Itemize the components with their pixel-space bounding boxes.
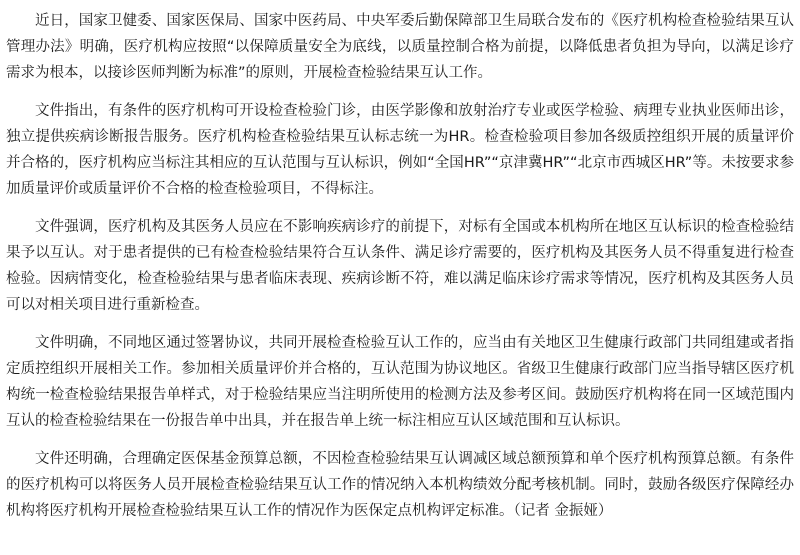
paragraph-hr-mark: 文件指出，有条件的医疗机构可开设检查检验门诊，由医学影像和放射治疗专业或医学检验、病理专业执业医师出诊，独立提供疾病诊断报告服务。医疗机构检查检验结果互认标志统一为HR。检查检验项目参加各级质控组织开展的质量评价并合格的，医疗机构应当标注其相应的互认范围与互认标识，例如“全国HR”“京津冀HR”“北京市西城区HR”等。未按要求参加质量评价或质量评价不合格的检查检验项目，不得标注。 — [6, 103, 794, 197]
paragraph-insurance-budget: 文件还明确，合理确定医保基金预算总额，不因检查检验结果互认调减区域总额预算和单个医疗机构预算总额。有条件的医疗机构可以将医务人员开展检查检验结果互认工作的情况纳入本机构绩效分配考核机制。同时，鼓励各级医疗保障经办机构将医疗机构开展检查检验结果互认工作的情况作为医保定点机构评定标准。（记者 金振娅） — [6, 451, 794, 519]
paragraph-regional-agreement: 文件明确，不同地区通过签署协议，共同开展检查检验互认工作的，应当由有关地区卫生健康行政部门共同组建或者指定质控组织开展相关工作。参加相关质量评价并合格的，互认范围为协议地区。省级卫生健康行政部门应当指导辖区医疗机构统一检查检验结果报告单样式，对于检验结果应当注明所使用的检测方法及参考区间。鼓励医疗机构将在同一区域范围内互认的检查检验结果在一份报告单中出具，并在报告单上统一标注相应互认区域范围和互认标识。 — [6, 335, 794, 429]
paragraph-mutual-recognition: 文件强调，医疗机构及其医务人员应在不影响疾病诊疗的前提下，对标有全国或本机构所在地区互认标识的检查检验结果予以互认。对于患者提供的已有检查检验结果符合互认条件、满足诊疗需要的，医疗机构及其医务人员不得重复进行检查检验。因病情变化，检查检验结果与患者临床表现、疾病诊断不符，难以满足临床诊疗需求等情况，医疗机构及其医务人员可以对相关项目进行重新检查。 — [6, 219, 794, 313]
paragraph-intro: 近日，国家卫健委、国家医保局、国家中医药局、中央军委后勤保障部卫生局联合发布的《医疗机构检查检验结果互认管理办法》明确，医疗机构应按照“以保障质量安全为底线，以质量控制合格为前提，以降低患者负担为导向，以满足诊疗需求为根本，以接诊医师判断为标准”的原则，开展检查检验结果互认工作。 — [6, 13, 794, 81]
